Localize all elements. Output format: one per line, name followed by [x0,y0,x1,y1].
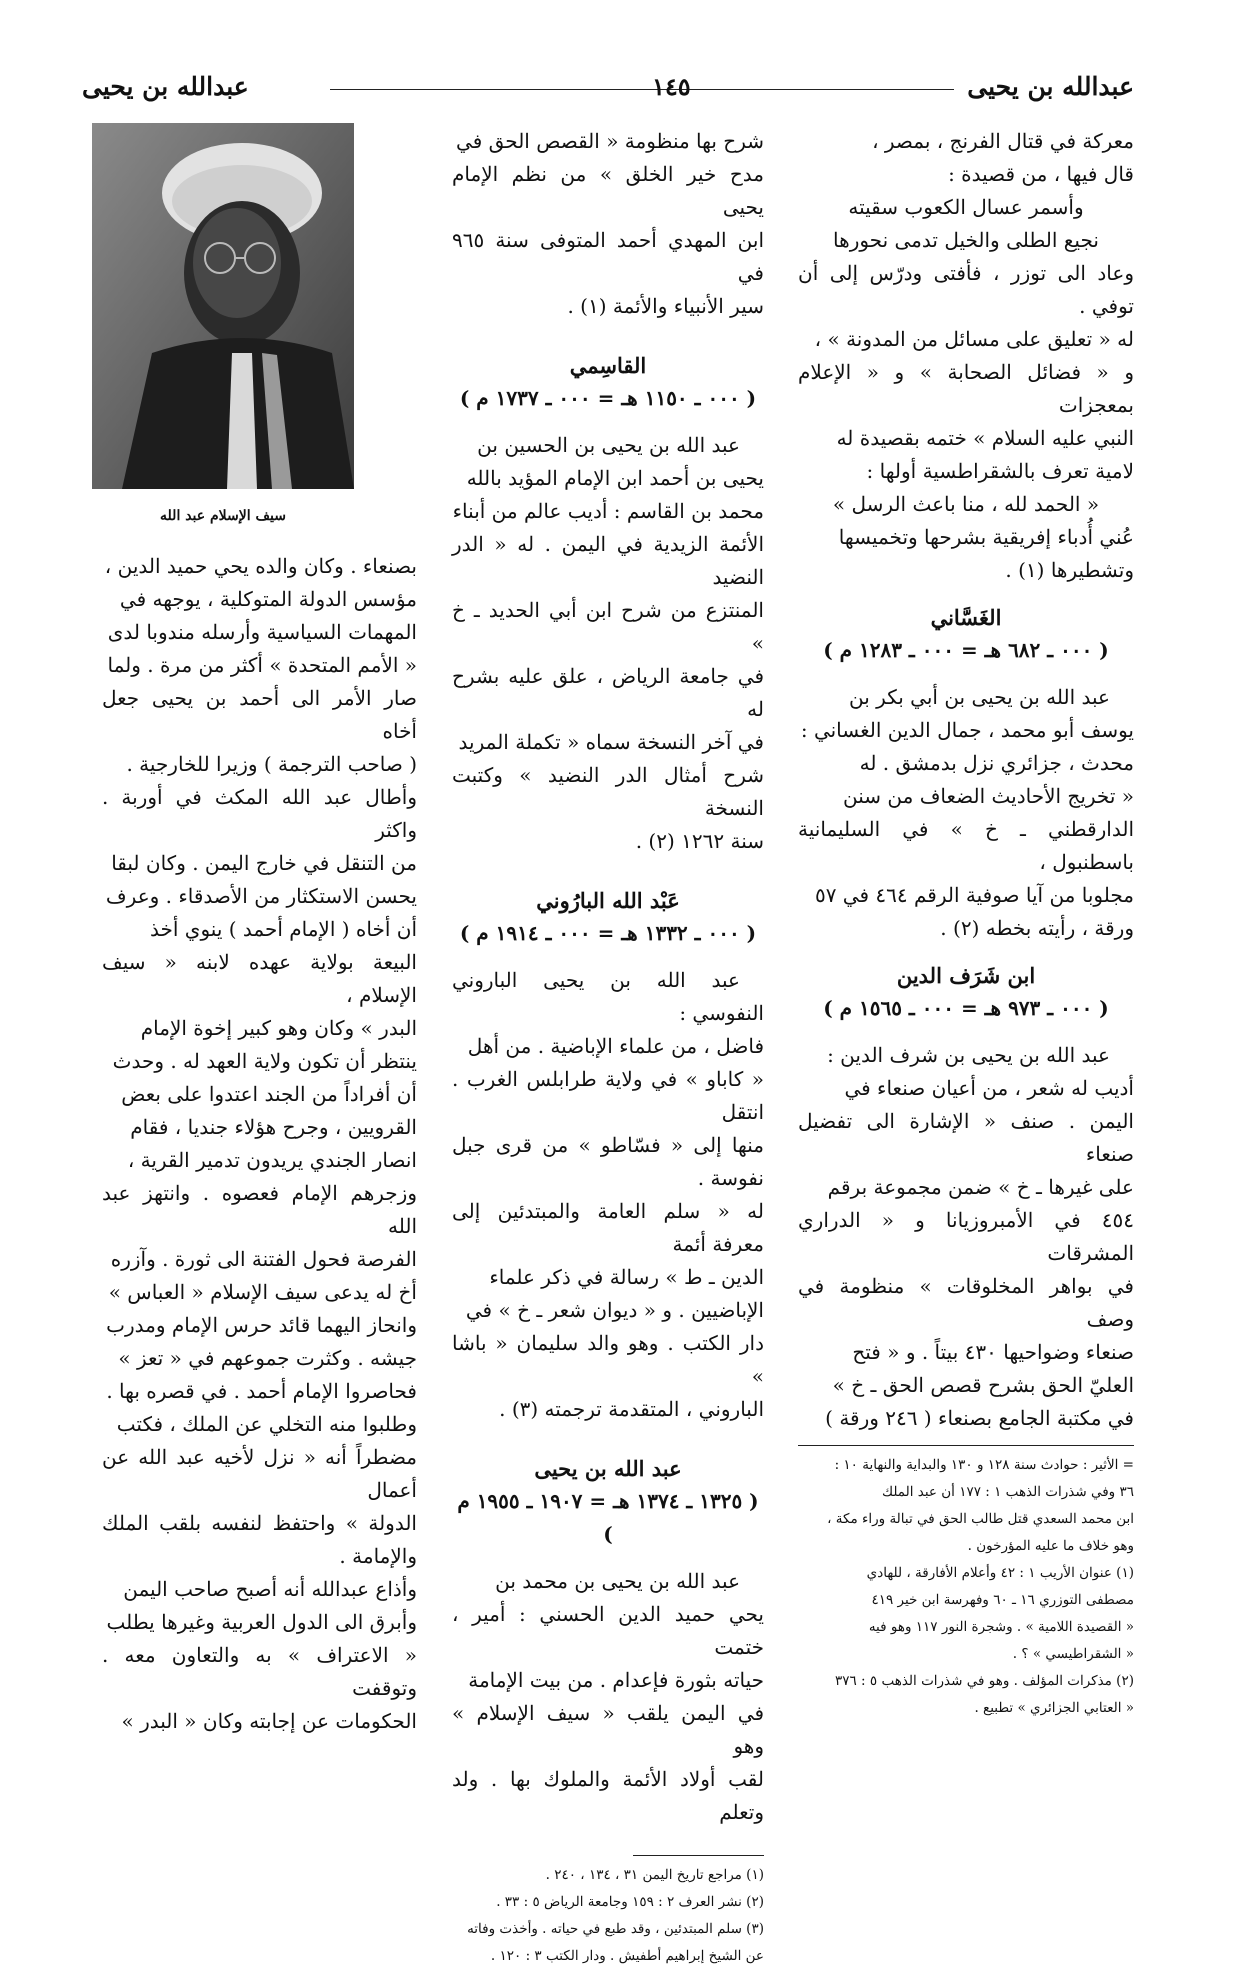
right-column [798,125,1134,1722]
text-line: صنعاء وضواحيها ٤٣٠ بيتاً . و « فتح [852,1340,1134,1364]
text-line: الأئمة الزيدية في اليمن . له « الدر النضيد [452,532,764,589]
footnotes-middle [452,1862,764,1970]
footnote-line: مصطفى التوزري ١٦ ـ ٦٠ وفهرسة ابن خير ٤١٩ [871,1592,1134,1608]
text-line: البدر » وكان وهو كبير إخوة الإمام [140,1016,417,1040]
text-line: من التنقل في خارج اليمن . وكان لبقا [111,851,417,875]
footnote-line: ٣٦ وفي شذرات الذهب ١ : ١٧٧ أن عبد الملك [881,1484,1134,1500]
text-line: يحيى بن أحمد ابن الإمام المؤيد بالله [466,466,764,490]
text-line: الدولة » واحتفظ لنفسه بلقب الملك والإمامة . [102,1511,417,1568]
text-line: صار الأمر الى أحمد بن يحيى جعل أخاه [102,686,417,743]
text-line: يحي حميد الدين الحسني : أمير ، ختمت [452,1602,764,1659]
text-line: له « سلم العامة والمبتدئين إلى معرفة أئمة [452,1199,764,1256]
footnote-line: (٣) سلم المبتدئين ، وقد طبع في حياته . وأخذت وفاته [467,1921,764,1937]
text-line: عبد الله بن يحيى بن شرف الدين : [827,1043,1110,1067]
text-line: في مكتبة الجامع بصنعاء ( ٢٤٦ ورقة ) [825,1406,1134,1430]
text-line: فحاصروا الإمام أحمد . في قصره بها . [106,1379,417,1403]
page-number: ١٤٥ [652,72,691,101]
text-line: ورقة ، رأيته بخطه (٢) . [940,916,1134,940]
text-line: في جامعة الرياض ، علق عليه بشرح له [452,664,764,721]
portrait-photo [92,123,354,489]
text-line: أن أخاه ( الإمام أحمد ) ينوي أخذ [150,917,417,941]
text-line: مضطراً أنه « نزل لأخيه عبد الله عن أعمال [102,1445,417,1502]
text-line: ابن المهدي أحمد المتوفى سنة ٩٦٥ في [452,228,764,285]
text-line: مؤسس الدولة المتوكلية ، يوجهه في [119,587,417,611]
text-line: سنة ١٢٦٢ (٢) . [635,829,764,853]
footnote-line: (٢) نشر العرف ٢ : ١٥٩ وجامعة الرياض ٥ : ٣٣ . [496,1894,764,1910]
text-line: ( صاحب الترجمة ) وزيرا للخارجية . [126,752,417,776]
text-line: الحكومات عن إجابته وكان « البدر » [121,1709,417,1733]
photo-caption: سيف الإسلام عبد الله [160,508,286,524]
text-line: محمد بن القاسم : أديب عالم من أبناء [452,499,764,523]
entry-title-yahya: عبد الله بن يحيى [534,1456,682,1481]
entry-dates-baruni: ( ٠٠٠ ـ ١٣٣٢ هـ = ٠٠٠ ـ ١٩١٤ م ) [459,921,757,945]
portrait-illustration [92,123,354,489]
footnote-line: ابن محمد السعدي قتل طالب الحق في تبالة وراء مكة ، [827,1511,1134,1527]
entry-title-qasimi: القاسِمي [569,353,647,378]
footnote-line: « الشقراطيسي » ؟ . [1012,1646,1134,1662]
text-line: جيشه . وكثرت جموعهم في « تعز » [118,1346,417,1370]
footnote-line: عن الشيخ إبراهيم أطفيش . ودار الكتب ٣ : ١٢٠ . [490,1948,764,1964]
text-line: مدح خير الخلق » من نظم الإمام يحيى [452,162,764,219]
text-line: عبد الله بن يحيى بن محمد بن [495,1569,740,1593]
entry-dates-sharafaldin: ( ٠٠٠ ـ ٩٧٣ هـ = ٠٠٠ ـ ١٥٦٥ م ) [823,996,1109,1020]
text-line: في آخر النسخة سماه « تكملة المريد [458,730,764,754]
text-line: « كاباو » في ولاية طرابلس الغرب . انتقل [452,1067,764,1124]
text-line: معركة في قتال الفرنج ، بمصر ، [872,129,1134,153]
footnote-line: (١) مراجع تاريخ اليمن ٣١ ، ١٣٤ ، ٢٤٠ . [545,1867,764,1883]
footnote-line: « القصيدة اللامية » . وشجرة النور ١١٧ وهو فيه [868,1619,1134,1635]
text-line: مجلوبا من آيا صوفية الرقم ٤٦٤ في ٥٧ [814,883,1134,907]
text-line: وعاد الى توزر ، فأفتى ودرّس إلى أن توفي . [798,261,1134,318]
header-rule-left [330,89,634,90]
text-line: الدين ـ ط » رسالة في ذكر علماء [489,1265,764,1289]
verse-line: « الحمد لله ، منا باعث الرسل » [832,492,1100,516]
text-line: المنتزع من شرح ابن أبي الحديد ـ خ » [452,598,764,655]
footnote-line: وهو خلاف ما عليه المؤرخون . [967,1538,1134,1554]
text-line: و « فضائل الصحابة » و « الإعلام بمعجزات [798,360,1134,417]
text-line: يحسن الاستكثار من الأصدقاء . وعرف [105,884,417,908]
verse-line: وأسمر عسال الكعوب سقيته [848,195,1084,219]
text-line: فاضل ، من علماء الإباضية . من أهل [467,1034,764,1058]
text-line: شرح بها منظومة « القصص الحق في [456,129,764,153]
text-line: وأطال عبد الله المكث في أوربة . واكثر [102,785,417,842]
text-line: حياته بثورة فإعدام . من بيت الإمامة [468,1668,764,1692]
text-line: اليمن . صنف « الإشارة الى تفضيل صنعاء [798,1109,1134,1166]
text-line: وزجرهم الإمام فعصوه . وانتهز عبد الله [102,1181,417,1238]
text-line: أخ له يدعى سيف الإسلام « العباس » [108,1280,417,1304]
text-line: « الأمم المتحدة » أكثر من مرة . ولما [107,653,417,677]
running-header [82,72,1134,112]
text-line: عبد الله بن يحيى بن أبي بكر بن [849,685,1110,709]
text-line: أديب له شعر ، من أعيان صنعاء في [844,1076,1134,1100]
text-line: « الاعتراف » به والتعاون معه . وتوقفت [102,1643,417,1700]
text-line: شرح أمثال الدر النضيد » وكتبت النسخة [452,763,764,820]
text-line: دار الكتب . وهو والد سليمان « باشا » [452,1331,764,1388]
text-line: سير الأنبياء والأئمة (١) . [567,294,764,318]
text-line: النبي عليه السلام » ختمه بقصيدة له [836,426,1134,450]
text-line: منها إلى « فسّاطو » من قرى جبل نفوسة . [452,1133,764,1190]
verse-line: نجيع الطلى والخيل تدمى نحورها [833,228,1099,252]
entry-dates-qasimi: ( ٠٠٠ ـ ١١٥٠ هـ = ٠٠٠ ـ ١٧٣٧ م ) [459,386,757,410]
text-line: ينتظر أن تكون ولاية العهد له . وحدث [112,1049,417,1073]
text-line: البيعة بولاية عهده لابنه « سيف الإسلام ، [102,950,417,1007]
text-line: المهمات السياسية وأرسله مندوبا لدى [107,620,417,644]
entry-title-baruni: عَبْد الله البارُوني [536,888,680,913]
text-line: عبد الله بن يحيى بن الحسين بن [477,433,740,457]
text-line: العليّ الحق بشرح قصص الحق ـ خ » [832,1373,1134,1397]
text-line: يوسف أبو محمد ، جمال الدين الغساني : [800,718,1134,742]
middle-column [452,125,764,1970]
text-line: عبد الله بن يحيى الباروني النفوسي : [452,968,764,1025]
entry-dates-ghassani: ( ٠٠٠ ـ ٦٨٢ هـ = ٠٠٠ ـ ١٢٨٣ م ) [823,638,1109,662]
footnote-rule [633,1855,764,1856]
text-line: بصنعاء . وكان والده يحي حميد الدين ، [104,554,417,578]
text-line: على غيرها ـ خ » ضمن مجموعة برقم [827,1175,1134,1199]
text-line: وانحاز اليهما قائد حرس الإمام ومدرب [106,1313,417,1337]
text-line: الإباضيين . و « ديوان شعر ـ خ » في [465,1298,764,1322]
text-line: قال فيها ، من قصيدة : [948,162,1134,186]
footnote-line: (٢) مذكرات المؤلف . وهو في شذرات الذهب ٥ : ٣٧٦ [834,1673,1134,1689]
text-line: انصار الجندي يريدون تدمير القرية ، [127,1148,417,1172]
text-line: في اليمن يلقب « سيف الإسلام » وهو [452,1701,764,1758]
text-line: لقب أولاد الأئمة والملوك بها . ولد وتعلم [452,1767,764,1824]
entry-title-sharafaldin: ابن شَرَف الدين [896,963,1036,988]
text-line: « تخريج الأحاديث الضعاف من سنن [843,784,1134,808]
text-line: لامية تعرف بالشقراطسية أولها : [866,459,1134,483]
text-line: الفرصة فحول الفتنة الى ثورة . وآزره [110,1247,417,1271]
text-line: وتشطيرها (١) . [1005,558,1134,582]
text-line: أن أفراداً من الجند اعتدوا على بعض [121,1082,417,1106]
footnote-line: = الأثير : حوادث سنة ١٢٨ و ١٣٠ والبداية والنهاية ١٠ : [834,1457,1134,1473]
footnote-rule [798,1445,1134,1446]
text-line: محدث ، جزائري نزل بدمشق . له [859,751,1134,775]
entry-title-ghassani: الغَسَّاني [930,605,1002,630]
left-column [102,550,417,1738]
text-line: له « تعليق على مسائل من المدونة » ، [814,327,1134,351]
text-line: عُني أُدباء إفريقية بشرحها وتخميسها [838,525,1134,549]
footnote-line: (١) عنوان الأريب ١ : ٤٢ وأعلام الأفارقة ، للهادي [866,1565,1134,1581]
header-title-left: عبدالله بن يحيى [82,72,249,101]
text-line: القرويين ، وجرح هؤلاء جنديا ، فقام [130,1115,417,1139]
text-line: الدارقطني ـ خ » في السليمانية باسطنبول ، [798,817,1134,874]
text-line: وطلبوا منه التخلي عن الملك ، فكتب [116,1412,417,1436]
footnote-line: « العتابي الجزائري » تطبيع . [974,1700,1134,1716]
text-line: وأبرق الى الدول العربية وغيرها يطلب [106,1610,417,1634]
text-line: في بواهر المخلوقات » منظومة في وصف [798,1274,1134,1331]
header-title-right: عبدالله بن يحيى [967,72,1134,101]
text-line: وأذاع عبدالله أنه أصبح صاحب اليمن [123,1577,417,1601]
text-line: الباروني ، المتقدمة ترجمته (٣) . [499,1397,764,1421]
text-line: ٤٥٤ في الأمبروزيانا و « الدراري المشرقات [798,1208,1134,1265]
entry-dates-yahya: ( ١٣٢٥ ـ ١٣٧٤ هـ = ١٩٠٧ ـ ١٩٥٥ م ) [457,1489,759,1546]
footnotes-right [798,1452,1134,1722]
